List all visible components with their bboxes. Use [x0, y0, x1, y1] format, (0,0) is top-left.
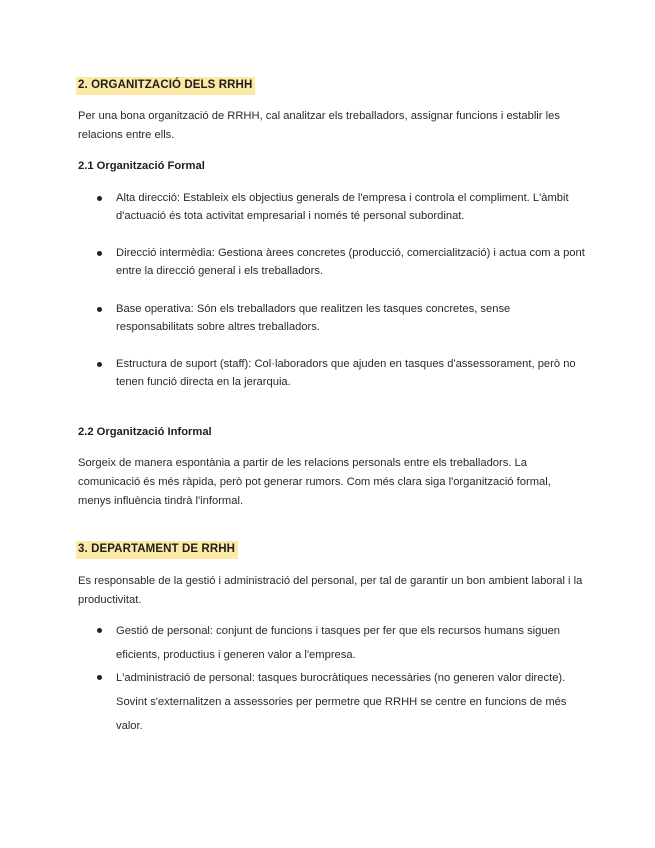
department-list-item [116, 666, 586, 738]
formal-list-item [116, 189, 586, 225]
bullet-icon [97, 362, 102, 367]
department-list-item-text: L'administració de personal: tasques burocràtiques necessàries (no generen valor directe). Sovint s'externalitzen a assessories per permetre que RRHH se centre en funcions de més valor. [116, 672, 567, 732]
formal-list-item [116, 355, 586, 391]
formal-list-item-text: Direcció intermèdia: Gestiona àrees concretes (producció, comercialització) i actua com a pont entre la direcció general i els treballadors. [116, 247, 585, 277]
bullet-icon [97, 196, 102, 201]
bullet-icon [97, 628, 102, 633]
bullet-icon [97, 307, 102, 312]
formal-organization-title: 2.1 Organització Formal [78, 160, 205, 172]
department-list-item-text: Gestió de personal: conjunt de funcions i tasques per fer que els recursos humans siguen eficients, productius i generen valor a l'empresa. [116, 625, 561, 661]
informal-organization-text: Sorgeix de manera espontània a partir de les relacions personals entre els treballadors. La comunicació és més ràpida, però pot generar rumors. Com més clara siga l'organització formal, menys influència tindrà l'informal. [78, 457, 551, 507]
formal-list-item-text: Alta direcció: Estableix els objectius generals de l'empresa i controla el compliment. L'àmbit d'actuació és tota activitat empresarial i només té personal subordinat. [116, 192, 569, 222]
section-3-heading: 3. DEPARTAMENT DE RRHH [76, 541, 238, 559]
formal-list-item [116, 300, 586, 336]
informal-organization-title: 2.2 Organització Informal [78, 426, 212, 438]
section-3-intro: Es responsable de la gestió i administració del personal, per tal de garantir un bon ambient laboral i la productivitat. [78, 575, 583, 606]
section-2-heading: 2. ORGANITZACIÓ DELS RRHH [76, 77, 255, 95]
bullet-icon [97, 251, 102, 256]
formal-list-item [116, 244, 586, 280]
bullet-icon [97, 675, 102, 680]
formal-list-item-text: Base operativa: Són els treballadors que realitzen les tasques concretes, sense responsabilitats sobre altres treballadors. [116, 303, 511, 333]
department-list-item [116, 619, 586, 667]
formal-list-item-text: Estructura de suport (staff): Col·laboradors que ajuden en tasques d'assessorament, però no tenen funció directa en la jerarquia. [116, 358, 576, 388]
section-2-intro: Per una bona organització de RRHH, cal analitzar els treballadors, assignar funcions i establir les relacions entre ells. [78, 110, 560, 141]
